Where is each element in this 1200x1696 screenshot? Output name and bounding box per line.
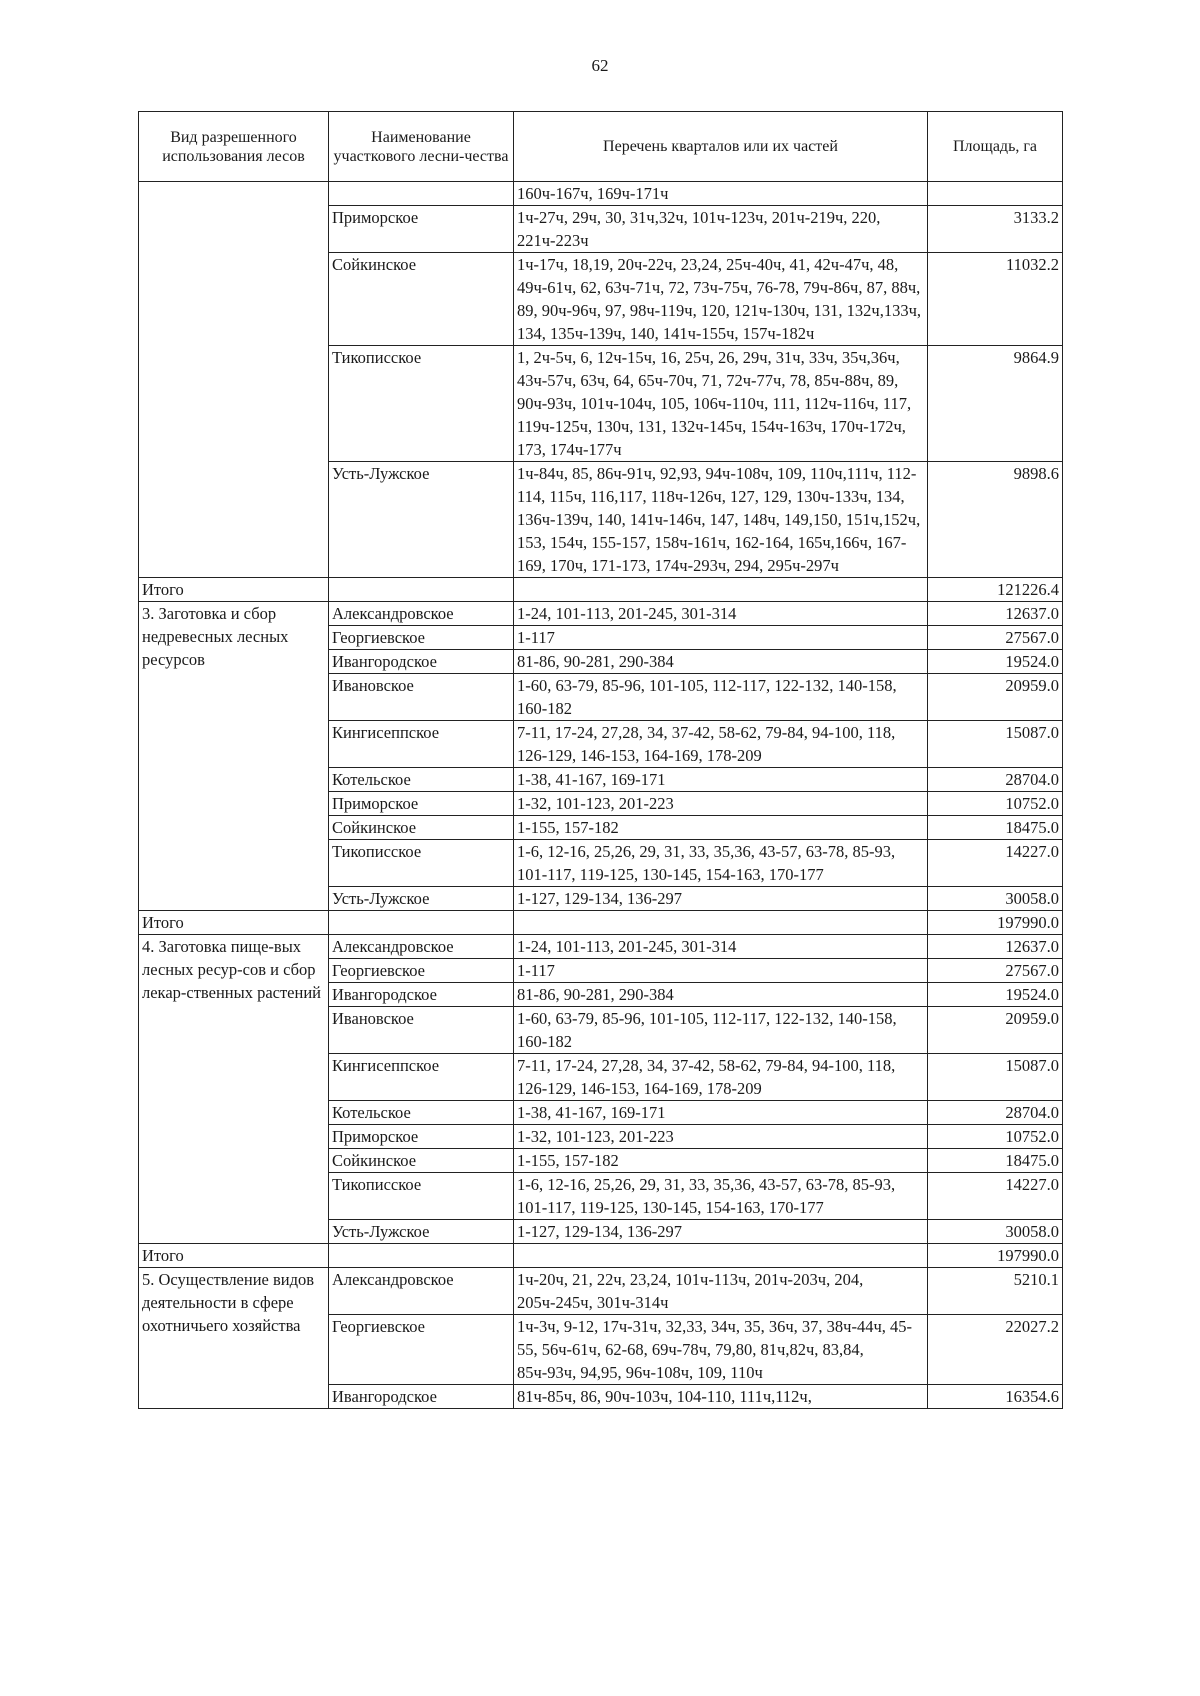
group-cell-section4: 4. Заготовка пище-вых лесных ресур-сов и сбор лекар-ственных растений — [139, 935, 329, 1244]
header-area: Площадь, га — [928, 112, 1063, 182]
header-use-type: Вид разрешенного использования лесов — [139, 112, 329, 182]
quarters-cell: 1-24, 101-113, 201-245, 301-314 — [514, 602, 928, 626]
forestry-cell: Ивановское — [329, 1007, 514, 1054]
forestry-cell — [329, 182, 514, 206]
quarters-cell: 7-11, 17-24, 27,28, 34, 37-42, 58-62, 79-84, 94-100, 118, 126-129, 146-153, 164-169, 178-209 — [514, 1054, 928, 1101]
area-cell: 9898.6 — [928, 462, 1063, 578]
quarters-cell: 1-155, 157-182 — [514, 816, 928, 840]
group-cell-section3: 3. Заготовка и сбор недревесных лесных ресурсов — [139, 602, 329, 911]
forestry-cell: Котельское — [329, 768, 514, 792]
table-header-row — [139, 112, 1063, 182]
quarters-cell: 1-117 — [514, 959, 928, 983]
forestry-cell: Кингисеппское — [329, 1054, 514, 1101]
forest-use-table — [138, 111, 1063, 1409]
quarters-cell: 1-38, 41-167, 169-171 — [514, 1101, 928, 1125]
quarters-cell: 81-86, 90-281, 290-384 — [514, 650, 928, 674]
area-cell: 30058.0 — [928, 887, 1063, 911]
forestry-cell: Котельское — [329, 1101, 514, 1125]
total-empty-forestry — [329, 578, 514, 602]
area-cell: 15087.0 — [928, 721, 1063, 768]
total-row — [139, 1244, 1063, 1268]
quarters-cell: 1-117 — [514, 626, 928, 650]
quarters-cell: 1-127, 129-134, 136-297 — [514, 887, 928, 911]
page-number: 62 — [591, 56, 609, 75]
quarters-cell: 1-32, 101-123, 201-223 — [514, 1125, 928, 1149]
total-empty-forestry — [329, 1244, 514, 1268]
area-cell: 27567.0 — [928, 959, 1063, 983]
quarters-cell: 1, 2ч-5ч, 6, 12ч-15ч, 16, 25ч, 26, 29ч, 31ч, 33ч, 35ч,36ч, 43ч-57ч, 63ч, 64, 65ч-70ч, 71, 72ч-77ч, 78, 85ч-88ч, 89, 90ч-93ч, 101ч-104ч, 105, 106ч-110ч, 111, 112ч-116ч, 117, 119ч-125ч, 130ч, 131, 132ч-145ч, 154ч-163ч, 170ч-172ч, 173, 174ч-177ч — [514, 346, 928, 462]
area-cell: 27567.0 — [928, 626, 1063, 650]
quarters-cell: 1-32, 101-123, 201-223 — [514, 792, 928, 816]
total-area: 197990.0 — [928, 1244, 1063, 1268]
quarters-cell: 1-60, 63-79, 85-96, 101-105, 112-117, 122-132, 140-158, 160-182 — [514, 674, 928, 721]
total-label: Итого — [139, 578, 329, 602]
area-cell: 19524.0 — [928, 983, 1063, 1007]
total-empty-quarters — [514, 578, 928, 602]
forestry-cell: Усть-Лужское — [329, 1220, 514, 1244]
quarters-cell: 1ч-3ч, 9-12, 17ч-31ч, 32,33, 34ч, 35, 36ч, 37, 38ч-44ч, 45-55, 56ч-61ч, 62-68, 69ч-78ч, 79,80, 81ч,82ч, 83,84, 85ч-93ч, 94,95, 96ч-108ч, 109, 110ч — [514, 1315, 928, 1385]
total-area: 197990.0 — [928, 911, 1063, 935]
forestry-cell: Ивангородское — [329, 1385, 514, 1409]
area-cell: 22027.2 — [928, 1315, 1063, 1385]
area-cell: 11032.2 — [928, 253, 1063, 346]
quarters-cell: 1-60, 63-79, 85-96, 101-105, 112-117, 122-132, 140-158, 160-182 — [514, 1007, 928, 1054]
forestry-cell: Ивановское — [329, 674, 514, 721]
area-cell: 14227.0 — [928, 840, 1063, 887]
area-cell: 18475.0 — [928, 816, 1063, 840]
quarters-cell: 7-11, 17-24, 27,28, 34, 37-42, 58-62, 79-84, 94-100, 118, 126-129, 146-153, 164-169, 178-209 — [514, 721, 928, 768]
forestry-cell: Тикописское — [329, 346, 514, 462]
quarters-cell: 81-86, 90-281, 290-384 — [514, 983, 928, 1007]
forestry-cell: Приморское — [329, 792, 514, 816]
forestry-cell: Сойкинское — [329, 253, 514, 346]
area-cell: 10752.0 — [928, 1125, 1063, 1149]
quarters-cell: 160ч-167ч, 169ч-171ч — [514, 182, 928, 206]
forestry-cell: Приморское — [329, 206, 514, 253]
forestry-cell: Тикописское — [329, 840, 514, 887]
forestry-cell: Александровское — [329, 1268, 514, 1315]
forestry-cell: Кингисеппское — [329, 721, 514, 768]
total-empty-forestry — [329, 911, 514, 935]
table-row — [139, 182, 1063, 206]
area-cell: 12637.0 — [928, 602, 1063, 626]
area-cell: 19524.0 — [928, 650, 1063, 674]
area-cell: 14227.0 — [928, 1173, 1063, 1220]
forestry-cell: Сойкинское — [329, 816, 514, 840]
total-label: Итого — [139, 1244, 329, 1268]
quarters-cell: 1ч-17ч, 18,19, 20ч-22ч, 23,24, 25ч-40ч, 41, 42ч-47ч, 48, 49ч-61ч, 62, 63ч-71ч, 72, 73ч-75ч, 76-78, 79ч-86ч, 87, 88ч, 89, 90ч-96ч, 97, 98ч-119ч, 120, 121ч-130ч, 131, 132ч,133ч, 134, 135ч-139ч, 140, 141ч-155ч, 157ч-182ч — [514, 253, 928, 346]
quarters-cell: 1-6, 12-16, 25,26, 29, 31, 33, 35,36, 43-57, 63-78, 85-93, 101-117, 119-125, 130-145, 154-163, 170-177 — [514, 840, 928, 887]
forestry-cell: Усть-Лужское — [329, 887, 514, 911]
area-cell: 28704.0 — [928, 768, 1063, 792]
quarters-cell: 81ч-85ч, 86, 90ч-103ч, 104-110, 111ч,112ч, — [514, 1385, 928, 1409]
quarters-cell: 1-38, 41-167, 169-171 — [514, 768, 928, 792]
forestry-cell: Ивангородское — [329, 650, 514, 674]
header-forestry: Наименование участкового лесни-чества — [329, 112, 514, 182]
forestry-cell: Георгиевское — [329, 959, 514, 983]
total-label: Итого — [139, 911, 329, 935]
area-cell: 30058.0 — [928, 1220, 1063, 1244]
quarters-cell: 1-6, 12-16, 25,26, 29, 31, 33, 35,36, 43-57, 63-78, 85-93, 101-117, 119-125, 130-145, 154-163, 170-177 — [514, 1173, 928, 1220]
area-cell: 20959.0 — [928, 1007, 1063, 1054]
table-row — [139, 602, 1063, 626]
forestry-cell: Ивангородское — [329, 983, 514, 1007]
table-row — [139, 935, 1063, 959]
area-cell: 20959.0 — [928, 674, 1063, 721]
area-cell — [928, 182, 1063, 206]
total-empty-quarters — [514, 911, 928, 935]
area-cell: 9864.9 — [928, 346, 1063, 462]
area-cell: 12637.0 — [928, 935, 1063, 959]
table-body — [139, 182, 1063, 1409]
quarters-cell: 1-127, 129-134, 136-297 — [514, 1220, 928, 1244]
quarters-cell: 1ч-84ч, 85, 86ч-91ч, 92,93, 94ч-108ч, 109, 110ч,111ч, 112-114, 115ч, 116,117, 118ч-126ч, 127, 129, 130ч-133ч, 134, 136ч-139ч, 140, 141ч-146ч, 147, 148ч, 149,150, 151ч,152ч, 153, 154ч, 155-157, 158ч-161ч, 162-164, 165ч,166ч, 167-169, 170ч, 171-173, 174ч-293ч, 294, 295ч-297ч — [514, 462, 928, 578]
total-area: 121226.4 — [928, 578, 1063, 602]
forestry-cell: Георгиевское — [329, 626, 514, 650]
group-cell-section5: 5. Осуществление видов деятельности в сфере охотничьего хозяйства — [139, 1268, 329, 1409]
forestry-cell: Сойкинское — [329, 1149, 514, 1173]
total-row — [139, 578, 1063, 602]
area-cell: 18475.0 — [928, 1149, 1063, 1173]
area-cell: 5210.1 — [928, 1268, 1063, 1315]
quarters-cell: 1-24, 101-113, 201-245, 301-314 — [514, 935, 928, 959]
forestry-cell: Александровское — [329, 935, 514, 959]
area-cell: 10752.0 — [928, 792, 1063, 816]
forestry-cell: Георгиевское — [329, 1315, 514, 1385]
table-row — [139, 1268, 1063, 1315]
forestry-cell: Усть-Лужское — [329, 462, 514, 578]
forestry-cell: Тикописское — [329, 1173, 514, 1220]
area-cell: 28704.0 — [928, 1101, 1063, 1125]
forestry-cell: Приморское — [329, 1125, 514, 1149]
quarters-cell: 1ч-27ч, 29ч, 30, 31ч,32ч, 101ч-123ч, 201ч-219ч, 220, 221ч-223ч — [514, 206, 928, 253]
forestry-cell: Александровское — [329, 602, 514, 626]
area-cell: 3133.2 — [928, 206, 1063, 253]
header-quarters: Перечень кварталов или их частей — [514, 112, 928, 182]
total-empty-quarters — [514, 1244, 928, 1268]
group-cell-continued — [139, 182, 329, 578]
total-row — [139, 911, 1063, 935]
quarters-cell: 1ч-20ч, 21, 22ч, 23,24, 101ч-113ч, 201ч-203ч, 204, 205ч-245ч, 301ч-314ч — [514, 1268, 928, 1315]
quarters-cell: 1-155, 157-182 — [514, 1149, 928, 1173]
area-cell: 15087.0 — [928, 1054, 1063, 1101]
area-cell: 16354.6 — [928, 1385, 1063, 1409]
